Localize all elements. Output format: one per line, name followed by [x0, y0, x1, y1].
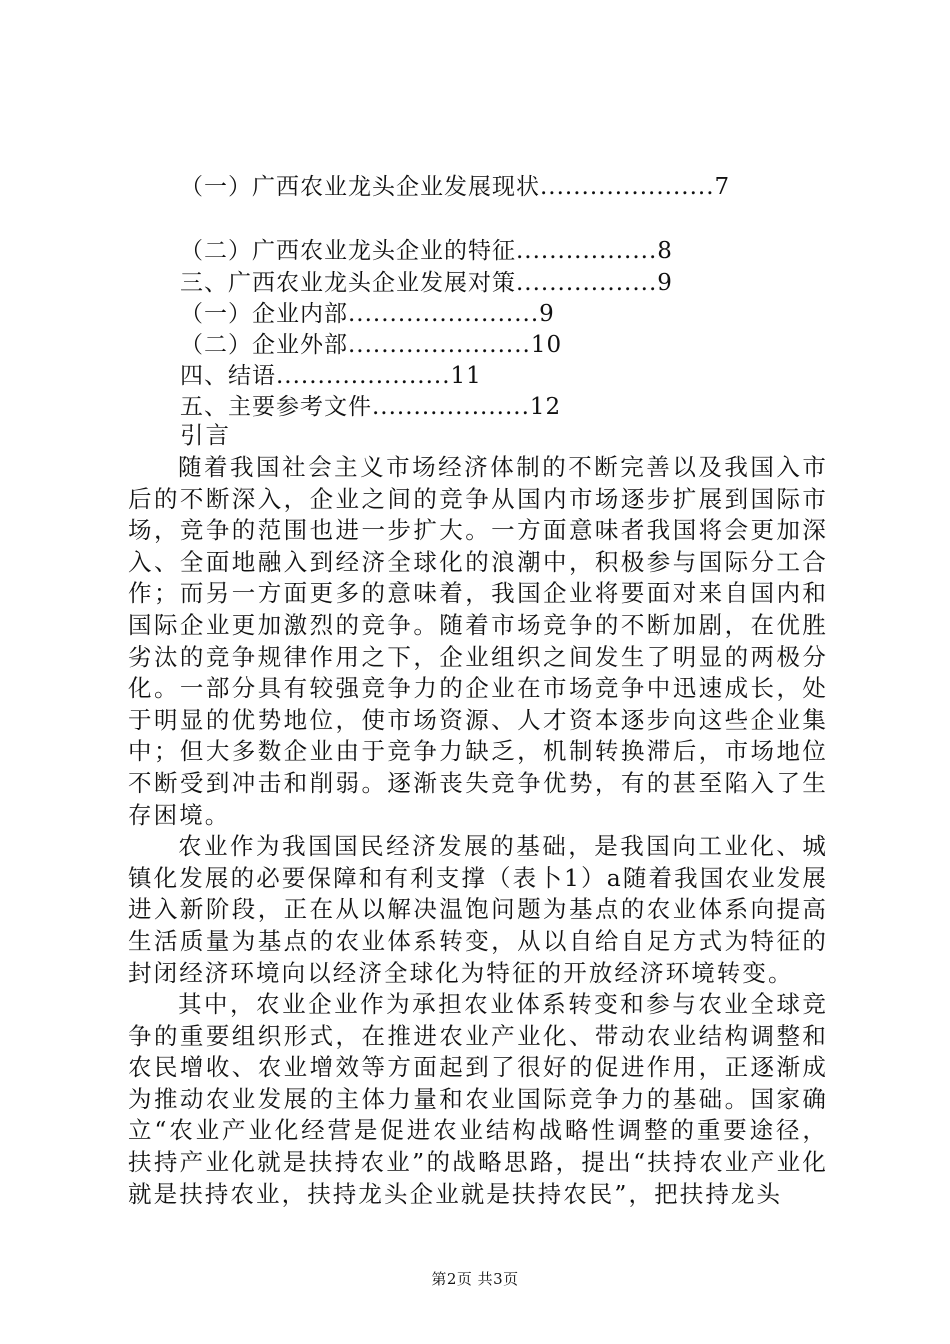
toc-entry: （一）广西农业龙头企业发展现状.....................7	[180, 174, 731, 200]
paragraph: 农业作为我国国民经济发展的基础，是我国向工业化、城镇化发展的必要保障和有利支撑（表卜1）a随着我国农业发展进入新阶段，正在从以解决温饱问题为基点的农业体系向提高生活质量为基点的农业体系转变，从以自给自足方式为特征的封闭经济环境向以经济全球化为特征的开放经济环境转变。	[128, 832, 828, 987]
toc-entry: （二）广西农业龙头企业的特征.................8	[180, 238, 673, 264]
page-footer: 第2页 共3页	[431, 1270, 519, 1288]
toc-entry: 三、广西农业龙头企业发展对策.................9	[180, 270, 673, 296]
paragraph: 随着我国社会主义市场经济体制的不断完善以及我国入市后的不断深入，企业之间的竞争从国内市场逐步扩展到国际市场，竞争的范围也进一步扩大。一方面意味者我国将会更加深入、全面地融入到经济全球化的浪潮中，积极参与国际分工合作；而另一方面更多的意味着，我国企业将要面对来自国内和国际企业更加激烈的竞争。随着市场竞争的不断加剧，在优胜劣汰的竞争规律作用之下，企业组织之间发生了明显的两极分化。一部分具有较强竞争力的企业在市场竞争中迅速成长，处于明显的优势地位，使市场资源、人才资本逐步向这些企业集中；但大多数企业由于竞争力缺乏，机制转换滞后，市场地位不断受到冲击和削弱。逐渐丧失竞争优势，有的甚至陷入了生存困境。	[128, 453, 828, 829]
body-text	[128, 452, 828, 1210]
toc-entry: （二）企业外部......................10	[180, 332, 563, 358]
toc-entry: 五、主要参考文件...................12	[180, 394, 562, 420]
toc-entry: （一）企业内部.......................9	[180, 301, 555, 327]
toc-entry: 四、结语.....................11	[180, 363, 482, 389]
paragraph: 其中，农业企业作为承担农业体系转变和参与农业全球竞争的重要组织形式，在推进农业产业化、带动农业结构调整和农民增收、农业增效等方面起到了很好的促进作用，正逐渐成为推动农业发展的主体力量和农业国际竞争力的基础。国家确立“农业产业化经营是促进农业结构战略性调整的重要途径，扶持产业化就是扶持农业”的战略思路，提出“扶持农业产业化就是扶持农业，扶持龙头企业就是扶持农民”，把扶持龙头	[128, 990, 828, 1208]
section-heading: 引言	[180, 421, 231, 449]
